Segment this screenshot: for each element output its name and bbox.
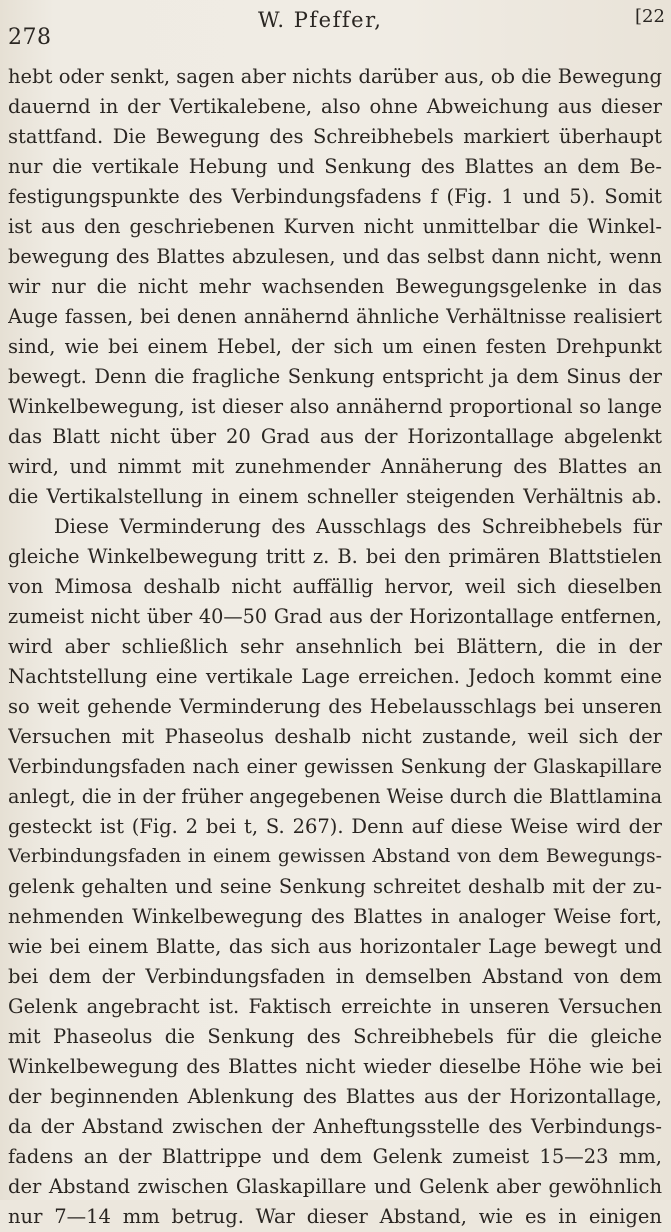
text-line: wir nur die nicht mehr wachsenden Bewegungsgelenke in das	[8, 275, 662, 298]
text-line: Auge fassen, bei denen annähernd ähnliche Verhältnisse realisiert	[8, 305, 662, 328]
text-line: wird, und nimmt mit zunehmender Annäherung des Blattes an	[8, 455, 662, 478]
text-line: bei dem der Verbindungsfaden in demselben Abstand von dem	[8, 965, 662, 988]
text-line: da der Abstand zwischen der Anheftungsstelle des Verbindungs-	[8, 1115, 662, 1138]
text-line: Winkelbewegung des Blattes nicht wieder dieselbe Höhe wie bei	[8, 1055, 662, 1078]
text-line: hebt oder senkt, sagen aber nichts darüber aus, ob die Bewegung	[8, 65, 662, 88]
text-line: so weit gehende Verminderung des Hebelausschlags bei unseren	[8, 695, 662, 718]
text-line: anlegt, die in der früher angegebenen Weise durch die Blattlamina	[8, 785, 662, 808]
text-line: ist aus den geschriebenen Kurven nicht unmittelbar die Winkel-	[8, 215, 662, 238]
text-line: bewegung des Blattes abzulesen, und das selbst dann nicht, wenn	[8, 245, 662, 268]
text-line: gleiche Winkelbewegung tritt z. B. bei den primären Blattstielen	[8, 545, 662, 568]
text-line: mit Phaseolus die Senkung des Schreibhebels für die gleiche	[8, 1025, 662, 1048]
text-line: sind, wie bei einem Hebel, der sich um einen festen Drehpunkt	[8, 335, 662, 358]
text-line: zumeist nicht über 40—50 Grad aus der Horizontallage entfernen,	[8, 605, 662, 628]
text-line: gelenk gehalten und seine Senkung schreitet deshalb mit der zu-	[8, 875, 662, 898]
text-line: festigungspunkte des Verbindungsfadens f (Fig. 1 und 5). Somit	[8, 185, 662, 208]
text-line: dauernd in der Vertikalebene, also ohne Abweichung aus dieser	[8, 95, 662, 118]
running-head: W. Pfeffer,	[258, 8, 383, 32]
text-line: Gelenk angebracht ist. Faktisch erreichte in unseren Versuchen	[8, 995, 662, 1018]
text-line: wie bei einem Blatte, das sich aus horizontaler Lage bewegt und	[8, 935, 662, 958]
text-line: stattfand. Die Bewegung des Schreibhebels markiert überhaupt	[8, 125, 662, 148]
text-line: Verbindungsfaden nach einer gewissen Senkung der Glaskapillare	[8, 755, 662, 778]
body-text	[8, 62, 662, 1232]
text-line: Versuchen mit Phaseolus deshalb nicht zustande, weil sich der	[8, 725, 662, 748]
text-line: bewegt. Denn die fragliche Senkung entspricht ja dem Sinus der	[8, 365, 662, 388]
text-line: Winkelbewegung, ist dieser also annähernd proportional so lange	[8, 395, 662, 418]
paragraph-start-line: Diese Verminderung des Ausschlags des Schreibhebels für	[54, 515, 662, 538]
text-line: Verbindungsfaden in einem gewissen Abstand von dem Bewegungs-	[8, 846, 662, 867]
text-line: nur die vertikale Hebung und Senkung des Blattes an dem Be-	[8, 155, 662, 178]
text-line: von Mimosa deshalb nicht auffällig hervor, weil sich dieselben	[8, 575, 662, 598]
section-number: [22	[635, 6, 665, 27]
text-line: fadens an der Blattrippe und dem Gelenk zumeist 15—23 mm,	[8, 1145, 662, 1168]
text-line: der beginnenden Ablenkung des Blattes aus der Horizontallage,	[8, 1085, 662, 1108]
text-line: nehmenden Winkelbewegung des Blattes in analoger Weise fort,	[8, 905, 662, 928]
text-line: nur 7—14 mm betrug. War dieser Abstand, wie es in einigen	[8, 1205, 662, 1228]
text-line: die Vertikalstellung in einem schneller steigenden Verhältnis ab.	[8, 485, 662, 508]
text-line: gesteckt ist (Fig. 2 bei t, S. 267). Denn auf diese Weise wird der	[8, 815, 662, 838]
page-number: 278	[8, 25, 52, 50]
text-line: wird aber schließlich sehr ansehnlich bei Blättern, die in der	[8, 635, 662, 658]
text-line: das Blatt nicht über 20 Grad aus der Horizontallage abgelenkt	[8, 425, 662, 448]
text-line: Nachtstellung eine vertikale Lage erreichen. Jedoch kommt eine	[8, 665, 662, 688]
text-line: der Abstand zwischen Glaskapillare und Gelenk aber gewöhnlich	[8, 1175, 662, 1198]
page-header	[0, 0, 671, 60]
